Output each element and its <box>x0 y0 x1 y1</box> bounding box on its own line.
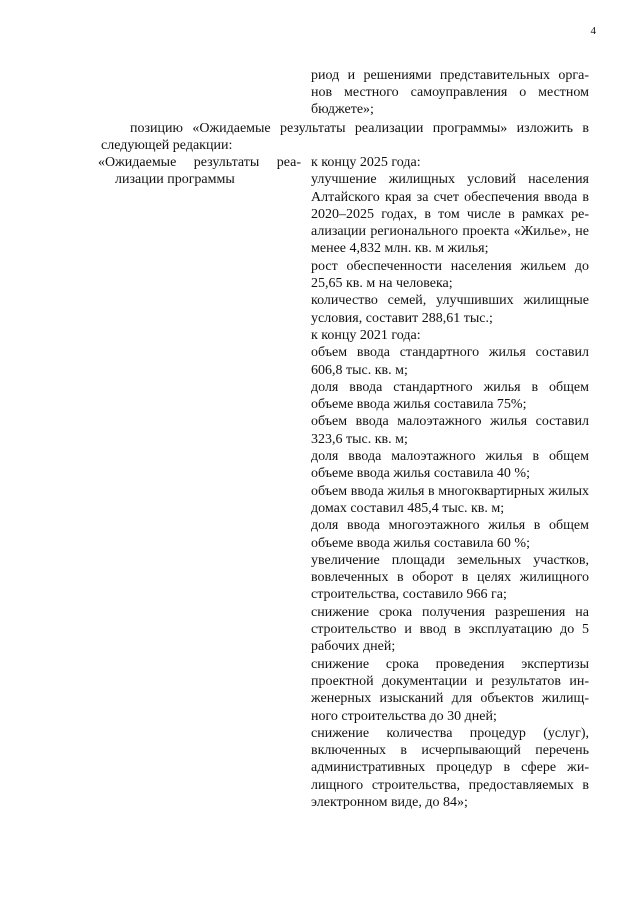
result-item: рост обеспеченности населения жильем до 25,65 кв. м на человека; <box>311 258 589 292</box>
result-item: объем ввода стандартного жилья составил 606,8 тыс. кв. м; <box>311 345 589 378</box>
result-item: увеличение площади земельных участков, вовлеченных в оборот в целях жилищного строительства, составило 966 га; <box>311 552 589 603</box>
result-item: объем ввода жилья в многоквартирных жилых домах составил 485,4 тыс. кв. м; <box>311 483 589 516</box>
result-item: снижение срока проведения экспертизы проектной документации и результатов инженерных изысканий для объектов жилищного строительства до 30 дней; <box>311 656 589 724</box>
result-item: доля ввода малоэтажного жилья в общем объеме ввода жилья составила 40 %; <box>311 449 589 482</box>
table-label-line: «Ожидаемые результаты реа- <box>98 155 301 170</box>
result-item: доля ввода многоэтажного жилья в общем объеме ввода жилья составила 60 %; <box>311 518 589 551</box>
result-item: снижение срока получения разрешения на строительство и ввод в эксплуатацию до 5 рабочих дней; <box>311 604 589 655</box>
result-item: доля ввода стандартного жилья в общем объеме ввода жилья составила 75%; <box>311 379 589 413</box>
intro-line: позицию «Ожидаемые результаты реализации программы» изложить в <box>130 121 589 136</box>
results-list <box>311 154 589 811</box>
continuation-line: бюджете»; <box>311 102 374 117</box>
result-item: к концу 2025 года: <box>311 155 421 170</box>
table-label-line: лизации программы <box>115 172 235 187</box>
continuation-line: риод и решениями представительных орга- <box>311 68 589 83</box>
result-item: улучшение жилищных условий населения Алтайского края за счет обеспечения ввода в 2020–2025 годах, в том числе в рамках реализации регионального проекта «Жилье», не менее 4,832 млн. кв. м жилья; <box>311 172 589 257</box>
continuation-line: нов местного самоуправления о местном <box>311 85 589 100</box>
page-number: 4 <box>590 25 596 37</box>
result-item: количество семей, улучшивших жилищные условия, составит 288,61 тыс.; <box>311 293 589 326</box>
result-item: к концу 2021 года: <box>311 327 421 343</box>
intro-line: следующей редакции: <box>101 138 233 153</box>
result-item: снижение количества процедур (услуг), включенных в исчерпывающий перечень административных процедур в сфере жилищного строительства, предоставляемых в электронном виде, до 84»; <box>311 725 589 810</box>
result-item: объем ввода малоэтажного жилья составил 323,6 тыс. кв. м; <box>311 414 589 447</box>
